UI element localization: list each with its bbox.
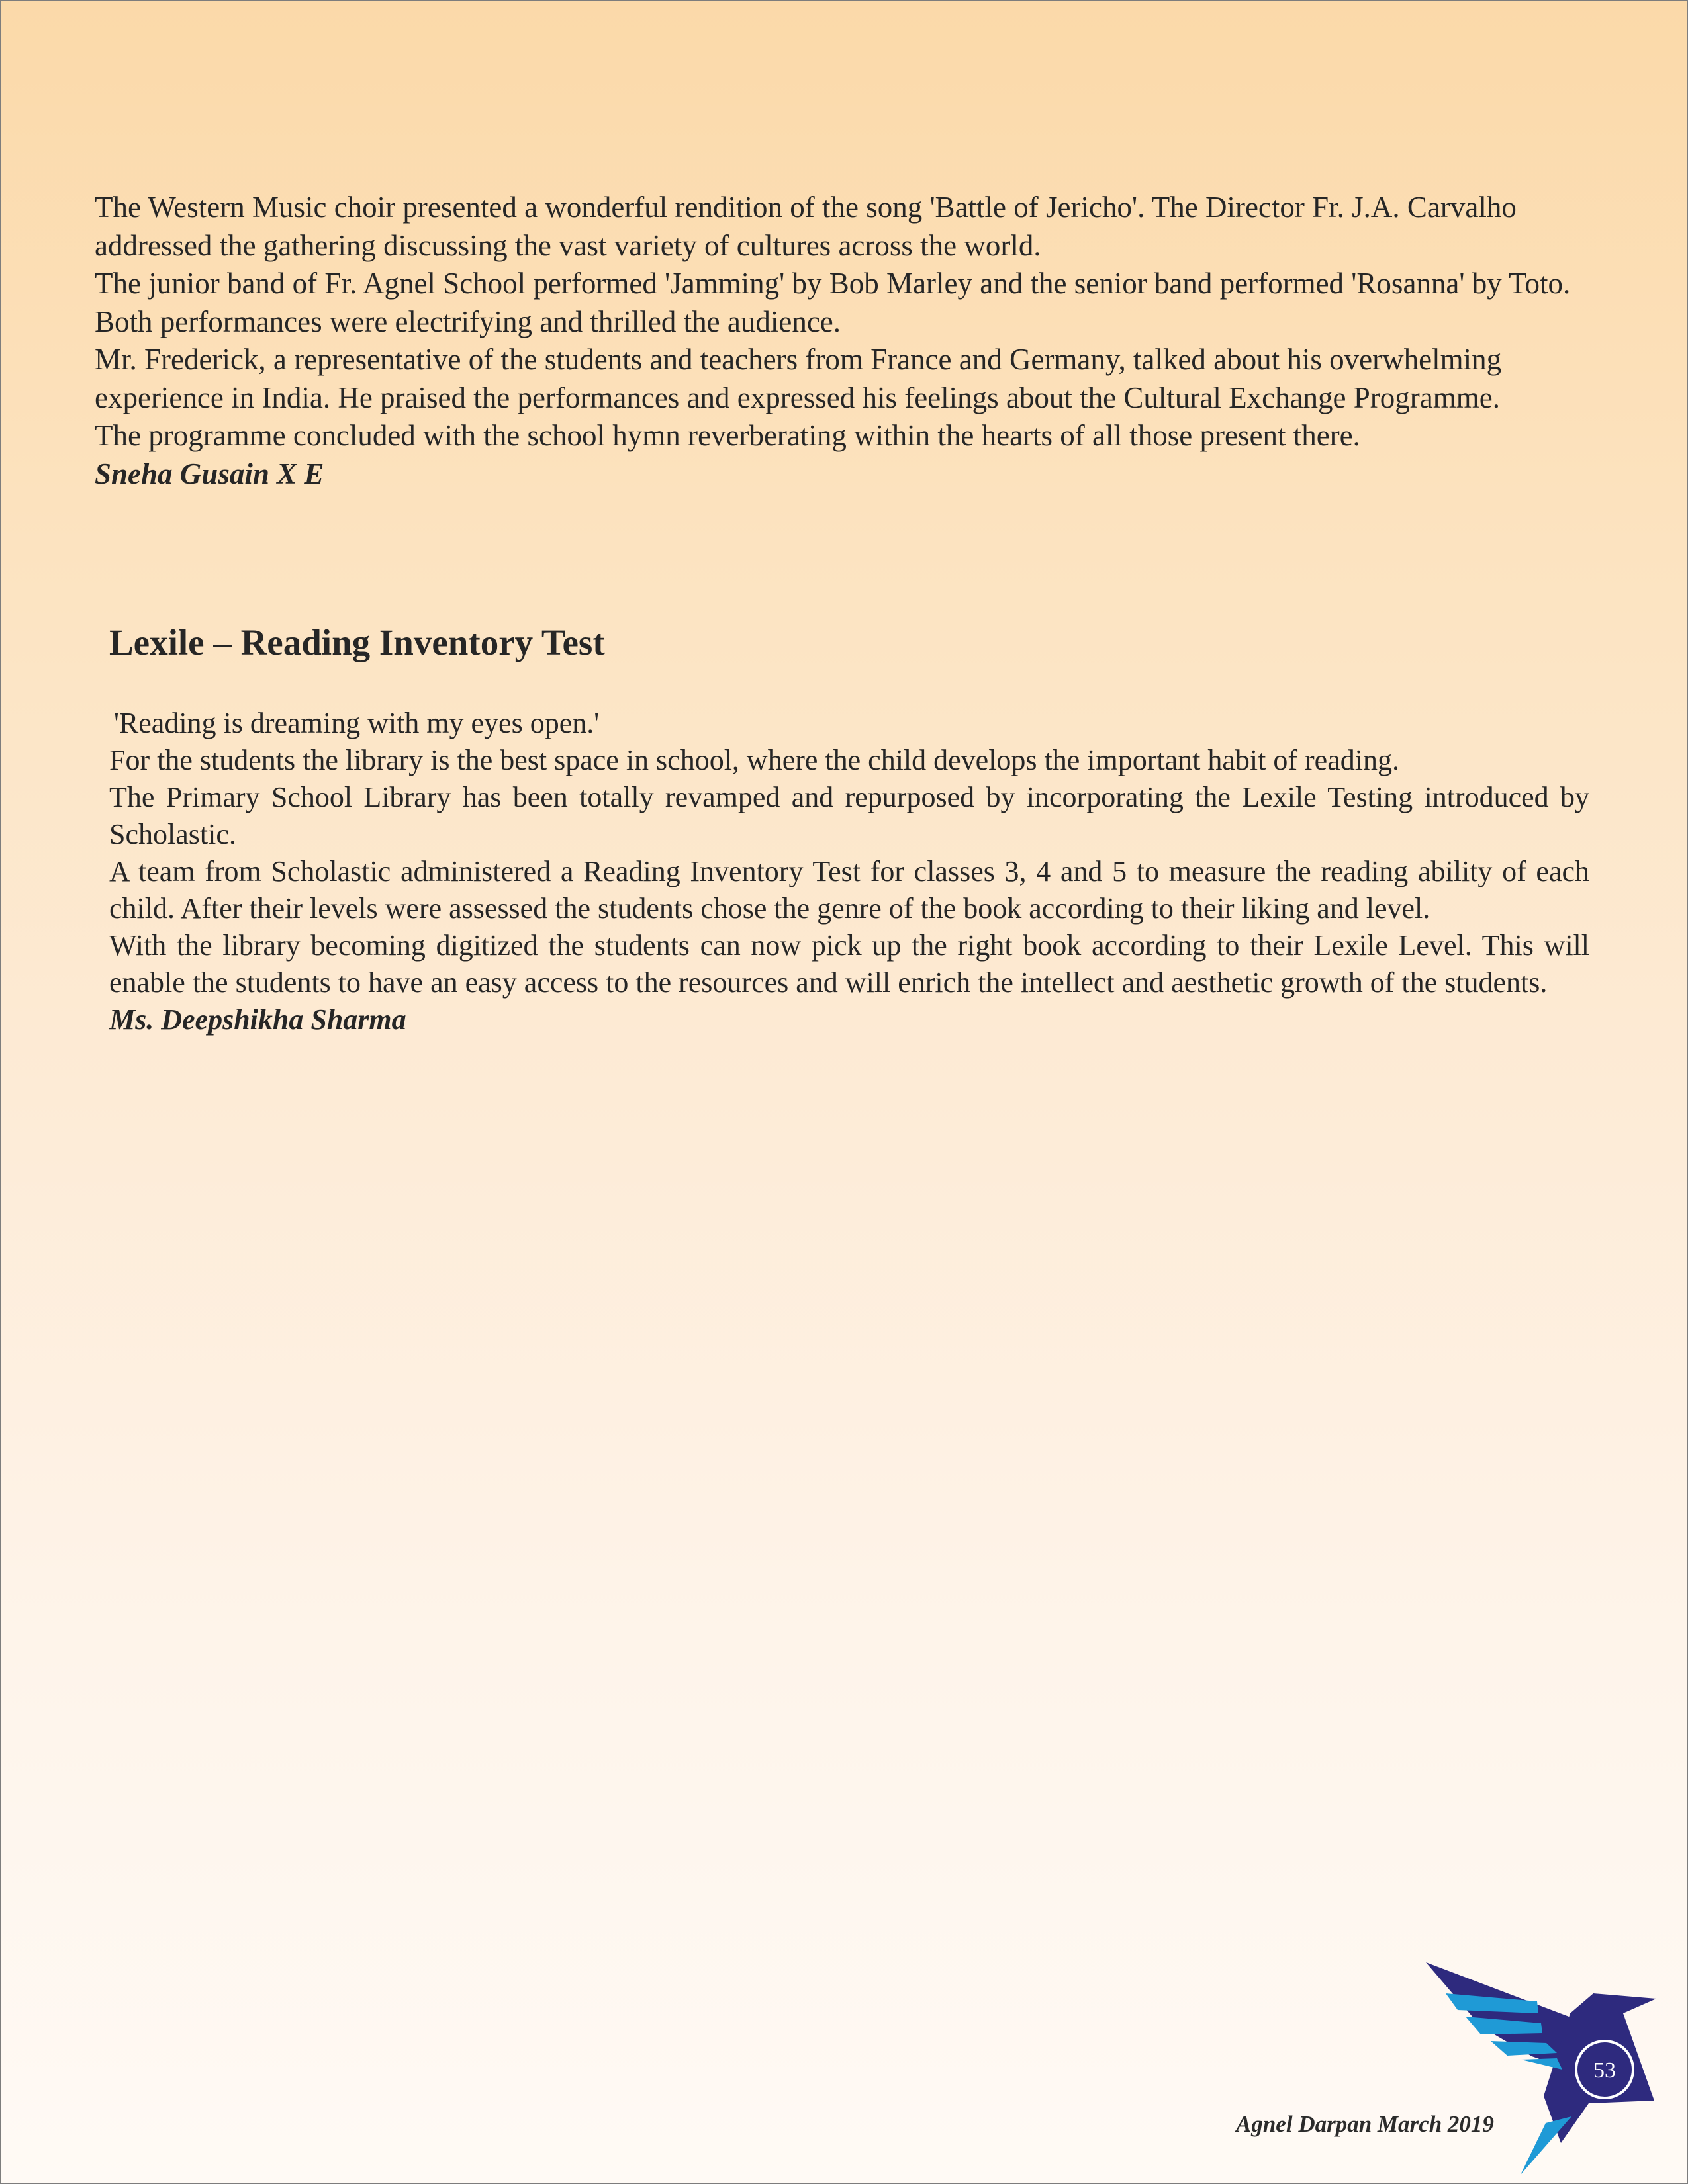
bird-logo-icon <box>1421 1957 1660 2175</box>
publication-title: Agnel Darpan March 2019 <box>1236 2111 1494 2137</box>
article-author: Sneha Gusain X E <box>95 457 324 490</box>
cultural-exchange-article <box>95 189 1597 493</box>
article-paragraph: The Primary School Library has been totally revamped and repurposed by incorporating the Lexile Testing introduced by Scholastic. <box>109 781 1589 850</box>
article-author: Ms. Deepshikha Sharma <box>109 1003 406 1036</box>
article-paragraph: For the students the library is the best space in school, where the child develops the important habit of reading. <box>109 744 1399 776</box>
page-number: 53 <box>1593 2058 1616 2083</box>
article-paragraph: A team from Scholastic administered a Reading Inventory Test for classes 3, 4 and 5 to measure the reading ability of each child. After their levels were assessed the students chose the genre of the book according to their liking and level. <box>109 855 1589 925</box>
article-paragraph: The programme concluded with the school hymn reverberating within the hearts of all those present there. <box>95 419 1360 452</box>
lexile-article-title: Lexile – Reading Inventory Test <box>109 622 605 662</box>
article-paragraph: With the library becoming digitized the students can now pick up the right book according to their Lexile Level. This will enable the students to have an easy access to the resources and will enrich the intellect and aesthetic growth of the students. <box>109 929 1589 999</box>
article-quote: 'Reading is dreaming with my eyes open.' <box>114 707 600 739</box>
article-paragraph: The Western Music choir presented a wonderful rendition of the song 'Battle of Jericho'. The Director Fr. J.A. Carvalho addressed the gathering discussing the vast variety of cultures across the world. <box>95 191 1517 262</box>
lexile-article <box>109 705 1589 1038</box>
article-paragraph: The junior band of Fr. Agnel School performed 'Jamming' by Bob Marley and the senior band performed 'Rosanna' by Toto. Both performances were electrifying and thrilled the audience. <box>95 267 1571 338</box>
article-paragraph: Mr. Frederick, a representative of the students and teachers from France and Germany, talked about his overwhelming experience in India. He praised the performances and expressed his feelings about the Cultural Exchange Programme. <box>95 343 1502 414</box>
